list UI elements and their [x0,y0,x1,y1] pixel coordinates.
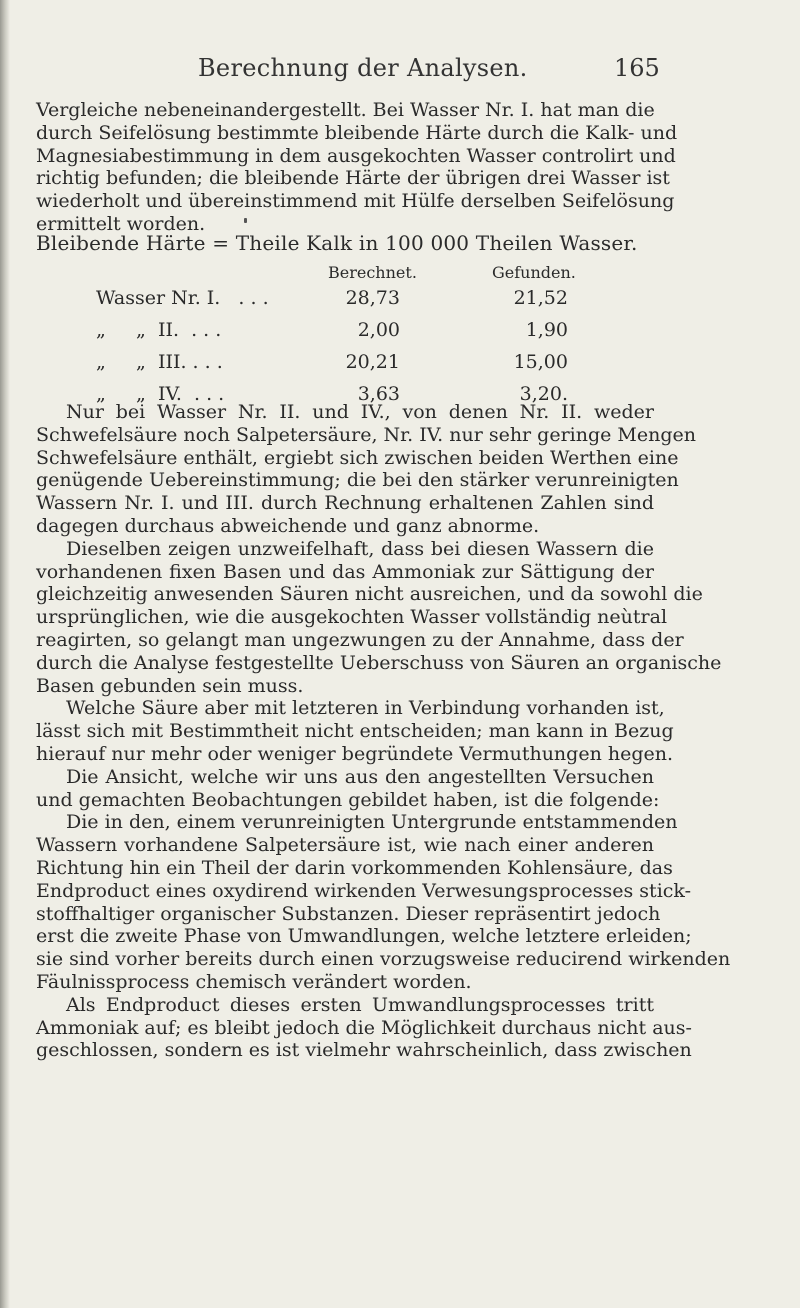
text-line: geschlossen, sondern es ist vielmehr wahrscheinlich, dass zwischen [36,1039,692,1062]
paragraph [36,401,696,538]
text-line: Dieselben zeigen unzweifelhaft, dass bei diesen Wassern die [66,537,654,560]
text-line: sie sind vorher bereits durch einen vorzugsweise reducirend wirkenden [36,948,731,971]
row-calculated-value: 2,00 [357,319,400,341]
text-line: Die Ansicht, welche wir uns aus den angestellten Versuchen [66,765,654,788]
row-found-value: 21,52 [513,287,568,309]
text-line: Schwefelsäure noch Salpetersäure, Nr. IV. nur sehr geringe Mengen [36,423,696,446]
text-line: Als Endproduct dieses ersten Umwandlungsprocesses tritt [66,993,654,1016]
row-calculated-value: 28,73 [345,287,400,309]
text-line: durch die Analyse festgestellte Ueberschuss von Säuren an organische [36,651,722,674]
table-row [96,351,656,375]
paragraph [36,811,731,993]
text-line: Basen gebunden sein muss. [36,674,304,697]
text-line: lässt sich mit Bestimmtheit nicht entscheiden; man kann in Bezug [36,720,674,743]
intro-text [36,99,678,236]
paragraph [36,993,692,1062]
page-number: 165 [614,54,660,82]
text-line: erst die zweite Phase von Umwandlungen, welche letztere erleiden; [36,925,692,948]
text-line: Fäulnissprocess chemisch verändert worden. [36,970,472,993]
text-line: Vergleiche nebeneinandergestellt. Bei Wasser Nr. I. hat man die [36,99,655,121]
text-line: richtig befunden; die bleibende Härte der übrigen drei Wasser ist [36,167,670,190]
text-line: durch Seifelösung bestimmte bleibende Härte durch die Kalk- und [36,121,678,144]
text-line: Die in den, einem verunreinigten Untergrunde entstammenden [66,811,678,834]
paragraph [36,765,660,812]
text-line: reagirten, so gelangt man ungezwungen zu der Annahme, dass der [36,628,684,651]
intro-paragraph [36,99,678,236]
column-header-found: Gefunden. [492,263,576,282]
text-line: Wassern Nr. I. und III. durch Rechnung erhaltenen Zahlen sind [36,492,654,515]
text-line: ermittelt worden. [36,212,206,235]
text-line: Wassern vorhandene Salpetersäure ist, wie nach einer anderen [36,834,654,857]
row-label: „ „ III. . . . [96,351,223,373]
text-line: Endproduct eines oxydirend wirkenden Verwesungsprocesses stick- [36,879,692,902]
text-line: Ammoniak auf; es bleibt jedoch die Möglichkeit durchaus nicht aus- [36,1016,692,1039]
column-header-calculated: Berechnet. [328,263,417,282]
paragraph [36,537,722,698]
text-line: Welche Säure aber mit letzteren in Verbindung vorhanden ist, [66,697,665,720]
paragraph [36,697,674,765]
running-title: Berechnung der Analysen. [198,54,528,82]
text-line: Nur bei Wasser Nr. II. und IV., von denen Nr. II. weder [66,401,654,423]
text-line: stoffhaltiger organischer Substanzen. Dieser repräsentirt jedoch [36,902,661,925]
text-line: vorhandenen fixen Basen und das Ammoniak zur Sättigung der [36,560,654,583]
text-line: Schwefelsäure enthält, ergiebt sich zwischen beiden Werthen eine [36,446,679,469]
text-line: ursprünglichen, wie die ausgekochten Wasser vollständig neùtral [36,606,668,629]
page-binding-edge [0,0,10,1308]
table-row [96,287,656,311]
row-found-value: 3,20. [519,383,568,405]
text-line: wiederholt und übereinstimmend mit Hülfe derselben Seifelösung [36,190,675,213]
body-text [36,401,731,1062]
table-title: Bleibende Härte = Theile Kalk in 100 000 Theilen Wasser. [36,231,638,255]
row-calculated-value: 20,21 [345,351,400,373]
page-header [0,54,800,88]
row-label: „ „ II. . . . [96,319,222,341]
table-row [96,319,656,343]
text-line: Magnesiabestimmung in dem ausgekochten Wasser controlirt und [36,144,676,167]
row-label: „ „ IV. . . . [96,383,225,405]
text-line: gleichzeitig anwesenden Säuren nicht ausreichen, und da sowohl die [36,583,703,606]
row-calculated-value: 3,63 [357,383,400,405]
row-found-value: 1,90 [525,319,568,341]
row-found-value: 15,00 [513,351,568,373]
text-line: Richtung hin ein Theil der darin vorkommenden Kohlensäure, das [36,856,673,879]
text-line: dagegen durchaus abweichende und ganz abnorme. [36,514,540,537]
ink-speck [244,218,247,223]
row-label: Wasser Nr. I. . . . [96,287,269,309]
text-line: und gemachten Beobachtungen gebildet haben, ist die folgende: [36,788,660,811]
text-line: hierauf nur mehr oder weniger begründete Vermuthungen hegen. [36,742,674,765]
text-line: genügende Uebereinstimmung; die bei den stärker verunreinigten [36,469,679,492]
